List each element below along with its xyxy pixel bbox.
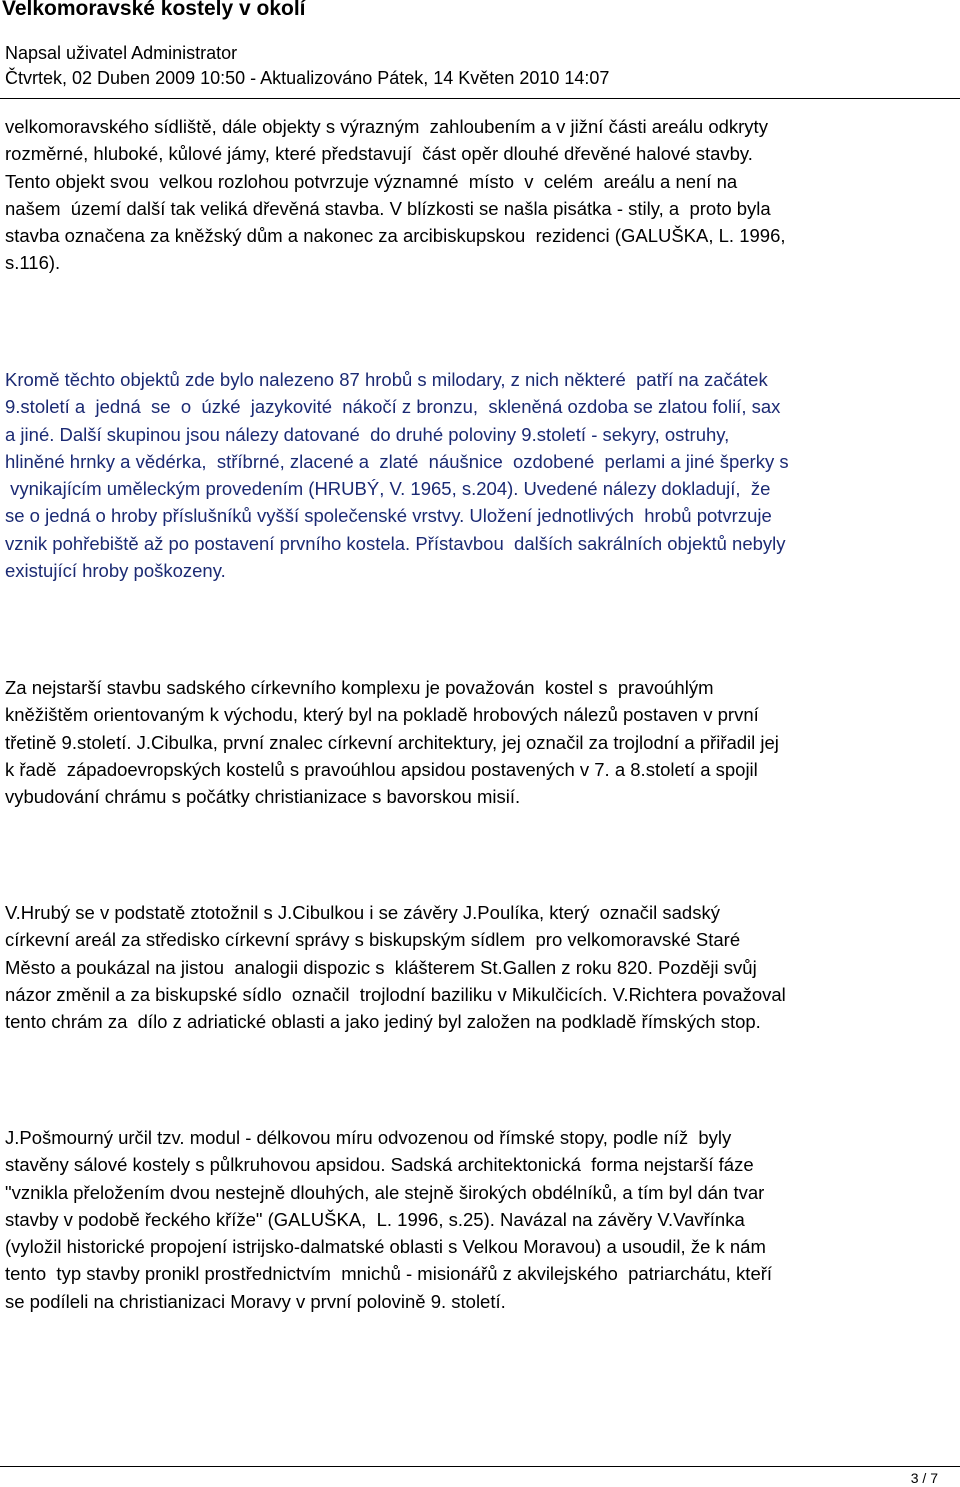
text-line: (vyložil historické propojení istrijsko-dalmatské oblasti s Velkou Moravou) a usoudil, že k nám xyxy=(5,1236,766,1258)
header-divider xyxy=(0,98,960,99)
text-line: "vznikla přeložením dvou nestejně dlouhých, ale stejně širokých obdélníků, a tím byl dán tvar xyxy=(5,1181,765,1203)
text-line: s.116). xyxy=(5,252,61,274)
paragraph-3 xyxy=(5,674,960,810)
footer-divider xyxy=(0,1466,960,1467)
text-line: Za nejstarší stavbu sadského církevního komplexu je považován kostel s pravoúhlým xyxy=(5,677,714,698)
text-line: 9.století a jedná se o úzké jazykovité nákočí z bronzu, skleněná ozdoba se zlatou folií, sax xyxy=(5,396,781,418)
text-line: vynikajícím uměleckým provedením (HRUBÝ, V. 1965, s.204). Uvedené nálezy dokladují, že xyxy=(5,478,771,500)
date-line: Čtvrtek, 02 Duben 2009 10:50 - Aktualizováno Pátek, 14 Květen 2010 14:07 xyxy=(5,68,610,88)
text-line: Město a poukázal na jistou analogii dispozic s klášterem St.Gallen z roku 820. Později svůj xyxy=(5,956,757,978)
text-line: stavby v podobě řeckého kříže" (GALUŠKA, L. 1996, s.25). Navázal na závěry V.Vavřínka xyxy=(5,1208,745,1230)
paragraph-1 xyxy=(5,113,960,277)
text-line: kněžištěm orientovaným k východu, který byl na pokladě hrobových nálezů postaven v první xyxy=(5,704,759,726)
text-line: rozměrné, hluboké, kůlové jámy, které představují část opěr dlouhé dřevěné halové stavby. xyxy=(5,143,753,165)
text-line: našem území další tak veliká dřevěná stavba. V blízkosti se našla pisátka - stily, a proto byla xyxy=(5,197,771,219)
text-line: existující hroby poškozeny. xyxy=(5,560,226,582)
text-line: tento typ stavby pronikl prostřednictvím mnichů - misionářů z akvilejského patriarchátu, kteří xyxy=(5,1263,773,1285)
text-line: V.Hrubý se v podstatě ztotožnil s J.Cibulkou i se závěry J.Poulíka, který označil sadský xyxy=(5,902,720,923)
author-line: Napsal uživatel Administrator xyxy=(5,43,238,63)
text-line: se podíleli na christianizaci Moravy v první polovině 9. století. xyxy=(5,1290,506,1312)
text-line: Kromě těchto objektů zde bylo nalezeno 87 hrobů s milodary, z nich některé patří na začátek xyxy=(5,369,768,390)
text-line: hliněné hrnky a vědérka, stříbrné, zlacené a zlaté náušnice ozdobené perlami a jiné šperky s xyxy=(5,450,789,472)
text-line: J.Pošmourný určil tzv. modul - délkovou míru odvozenou od římské stopy, podle níž byly xyxy=(5,1127,732,1148)
text-line: názor změnil a za biskupské sídlo označil trojlodní baziliku v Mikulčicích. V.Richtera považoval xyxy=(5,983,786,1005)
text-line: velkomoravského sídliště, dále objekty s výrazným zahloubením a v jižní části areálu odkryty xyxy=(5,116,768,137)
text-line: stavěny sálové kostely s půlkruhovou apsidou. Sadská architektonická forma nejstarší fáze xyxy=(5,1154,754,1176)
paragraph-4 xyxy=(5,899,960,1035)
paragraph-2 xyxy=(5,366,960,584)
text-line: vznik pohřebiště až po postavení prvního kostela. Přístavbou dalších sakrálních objektů nebyly xyxy=(5,532,786,554)
text-line: stavba označena za kněžský dům a nakonec za arcibiskupskou rezidenci (GALUŠKA, L. 1996, xyxy=(5,225,786,247)
text-line: třetině 9.století. J.Cibulka, první znalec církevní architektury, jej označil za trojlodní a přiřadil jej xyxy=(5,731,779,753)
page-number: 3 / 7 xyxy=(910,1470,938,1486)
text-line: se o jedná o hroby příslušníků vyšší společenské vrstvy. Uložení jednotlivých hrobů potvrzuje xyxy=(5,505,772,527)
paragraph-5 xyxy=(5,1124,960,1315)
text-line: církevní areál za středisko církevní správy s biskupským sídlem pro velkomoravské Staré xyxy=(5,929,741,951)
text-line: a jiné. Další skupinou jsou nálezy datované do druhé poloviny 9.století - sekyry, ostruhy, xyxy=(5,423,730,445)
text-line: k řadě západoevropských kostelů s pravoúhlou apsidou postavených v 7. a 8.století a spojil xyxy=(5,758,758,780)
page-title: Velkomoravské kostely v okolí xyxy=(2,0,306,20)
text-line: Tento objekt svou velkou rozlohou potvrzuje významné místo v celém areálu a není na xyxy=(5,170,738,192)
text-line: tento chrám za dílo z adriatické oblasti a jako jediný byl založen na podkladě římských stop. xyxy=(5,1011,761,1033)
text-line: vybudování chrámu s počátky christianizace s bavorskou misií. xyxy=(5,786,521,808)
